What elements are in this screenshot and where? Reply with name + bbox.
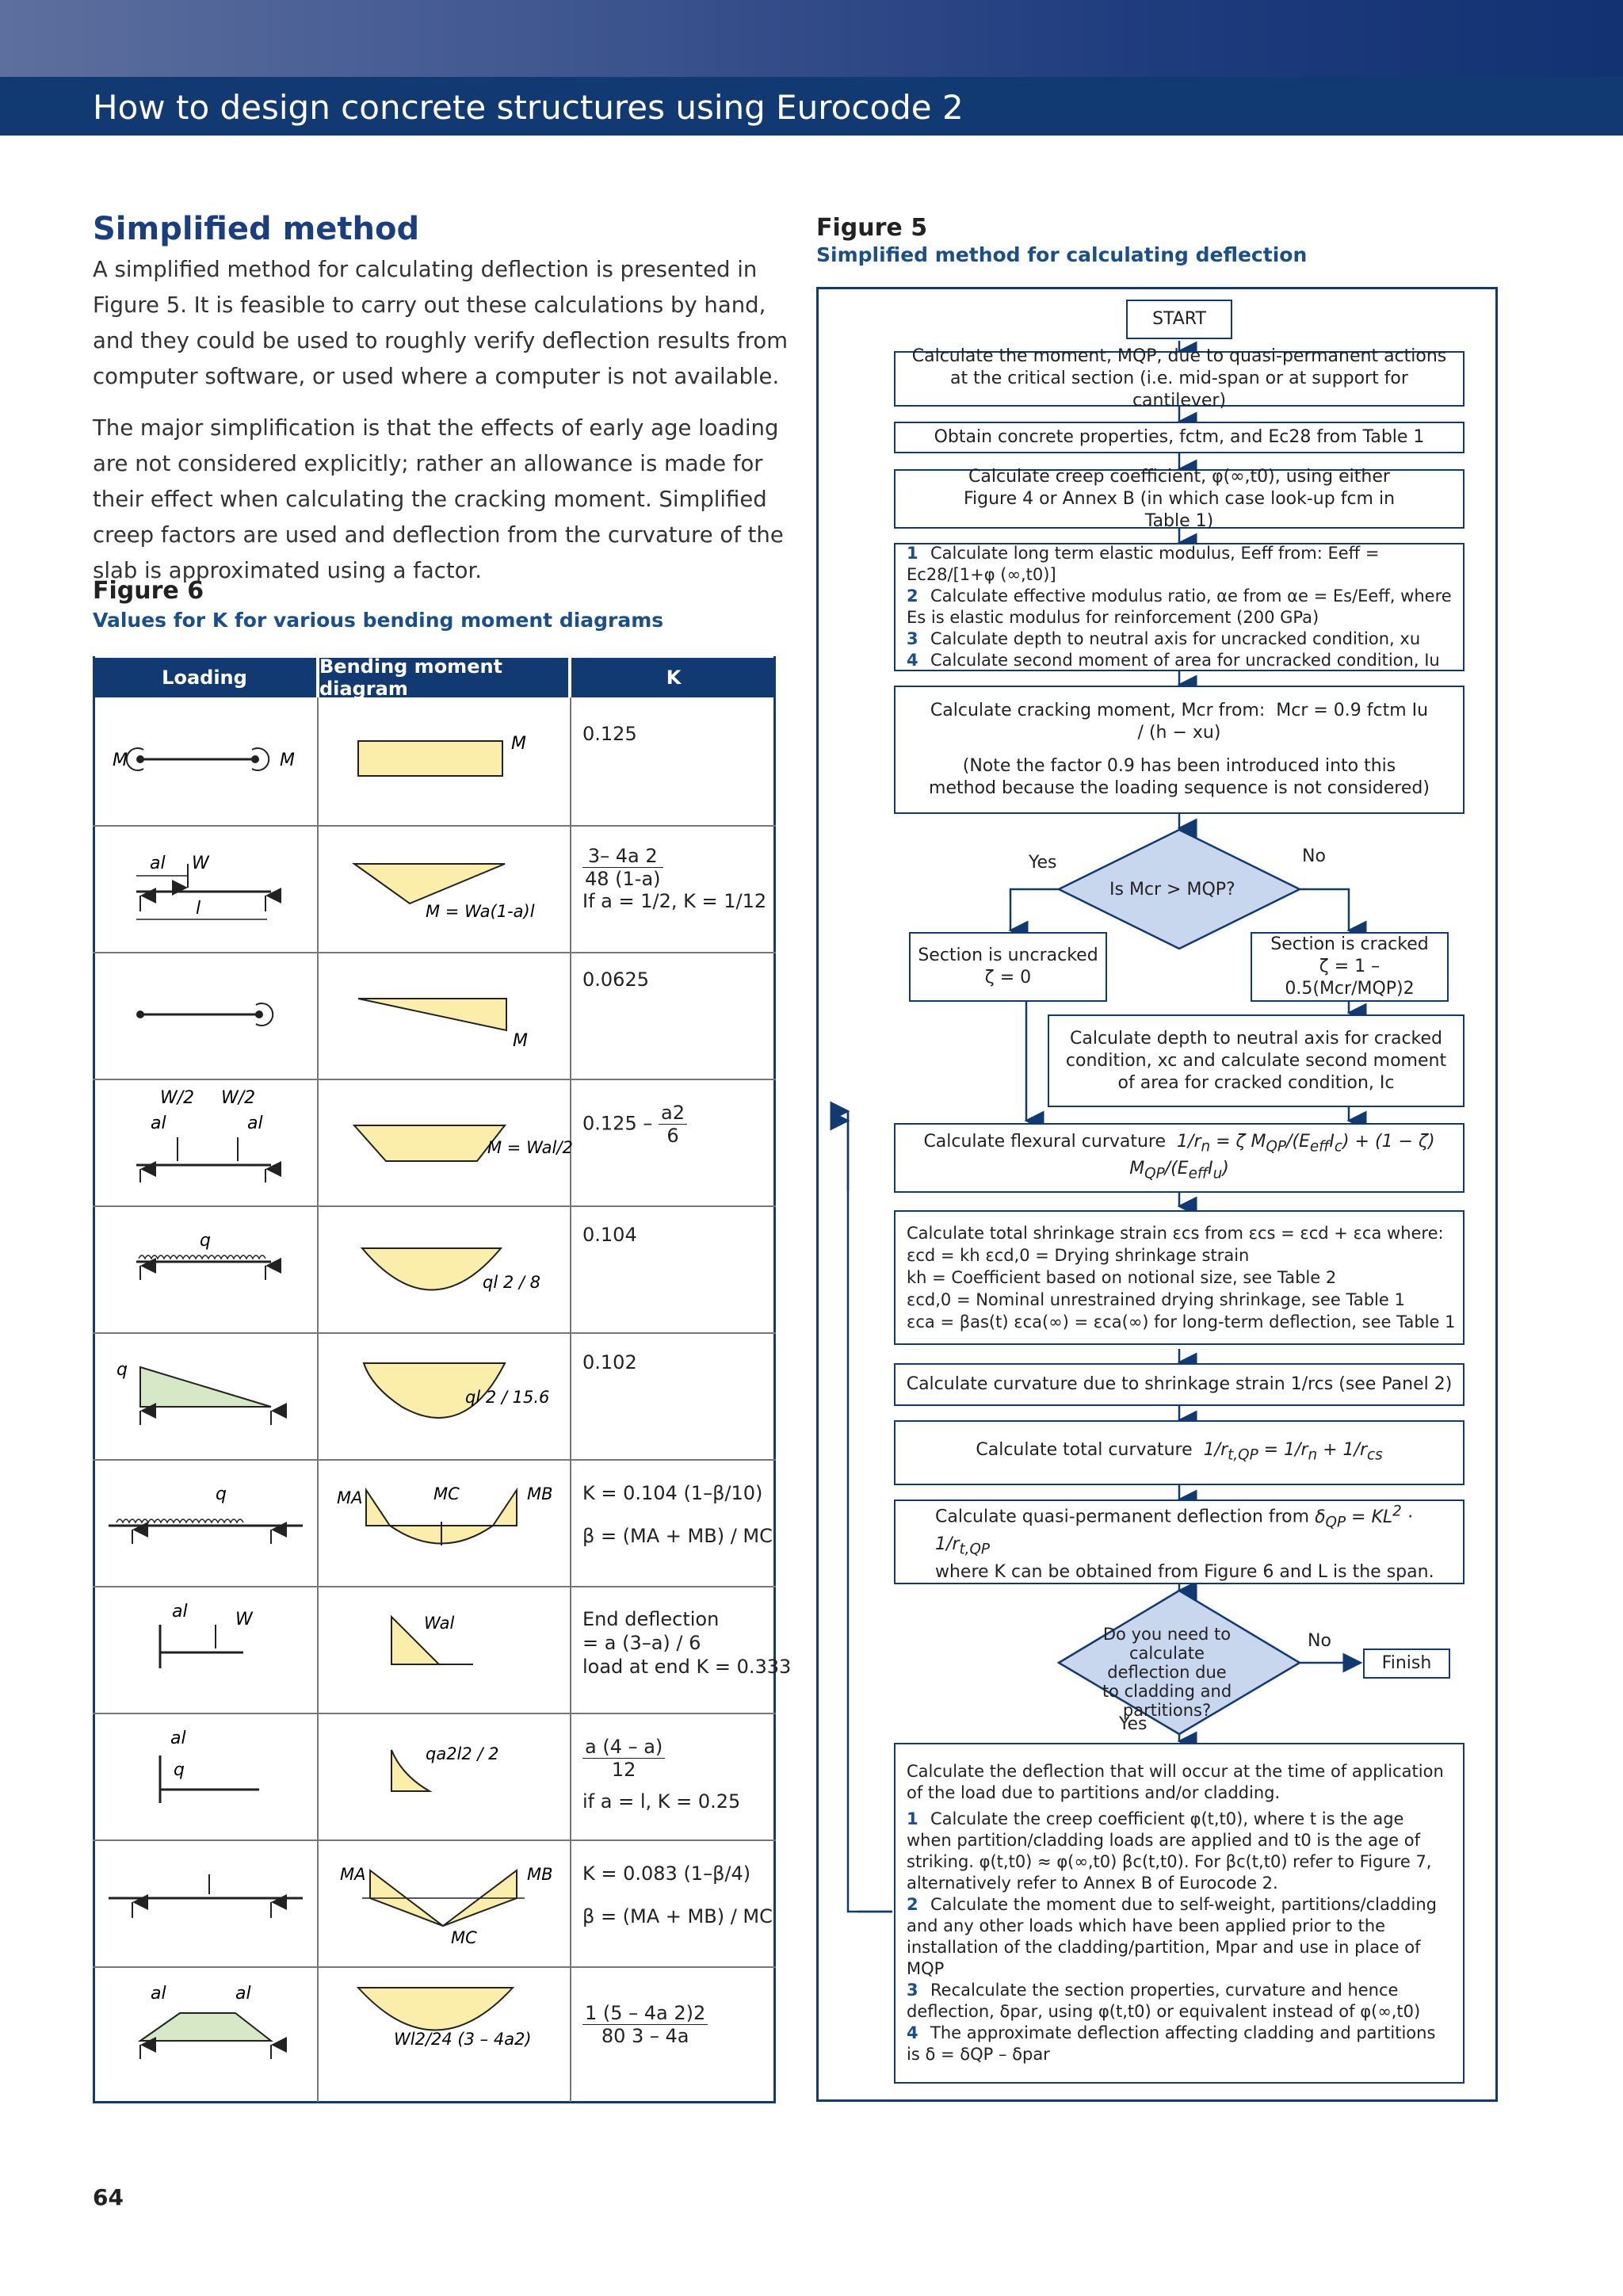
label-W: W [192, 854, 209, 873]
label-ql2-8: ql 2 / 8 [483, 1273, 540, 1292]
row11-bmd [358, 1988, 532, 2049]
k-row2-den: 48 (1-a) [585, 868, 661, 890]
k-row11-num: 1 (5 – 4a 2)2 [582, 2002, 708, 2025]
k-row8-l1: End deflection [582, 1608, 720, 1630]
figure5-label: Figure 5 [816, 214, 928, 242]
row2-bmd [354, 864, 535, 921]
k-row4-den: 6 [666, 1125, 679, 1147]
step-moment: Calculate the moment, MQP, due to quasi-permanent actions at the critical section (i.e. mid-span or at support for cantilever) [894, 351, 1465, 407]
col-loading: Loading [93, 658, 316, 697]
k-row10-text: K = 0.083 (1–β/4) [582, 1862, 751, 1885]
k-row8-l3: load at end K = 0.333 [582, 1656, 792, 1678]
uncracked-zeta: ζ = 0 [984, 968, 1032, 988]
label-al: al [151, 1984, 166, 2004]
label-al: al [247, 1114, 263, 1133]
row6-loading [116, 1360, 271, 1425]
step-properties: Obtain concrete properties, fctm, and Ec28 from Table 1 [894, 422, 1465, 453]
shrinkage-line: εcd = kh εcd,0 = Drying shrinkage strain [907, 1246, 1250, 1265]
shrinkage-line: εca = βas(t) εca(∞) = εca(∞) for long-term deflection, see Table 1 [907, 1312, 1456, 1331]
k-row4 [582, 1102, 687, 1147]
total-curvature-box [894, 1420, 1465, 1485]
k-row4-num: a2 [659, 1102, 687, 1125]
k-row9-if: if a = l, K = 0.25 [582, 1790, 741, 1813]
start-box: START [1126, 300, 1232, 339]
k-row7-text: K = 0.104 (1–β/10) [582, 1482, 763, 1504]
k-row9-den: 12 [611, 1759, 636, 1781]
shrinkage-box [894, 1210, 1465, 1345]
k-row10 [582, 1862, 773, 1927]
decision-text: Is Mcr > MQP? [1109, 880, 1235, 900]
decision2-text: Do you need to calculate deflection due to cladding and partitions? [1102, 1625, 1232, 1720]
section-heading: Simplified method [93, 211, 420, 247]
label-al: al [150, 854, 166, 873]
k-row2-num: 3– 4a 2 [582, 845, 663, 868]
k-row3: 0.0625 [582, 968, 649, 991]
k-row11 [582, 2002, 708, 2047]
no-label: No [1302, 846, 1326, 866]
k-row10-beta: β = (MA + MB) / MC [582, 1905, 773, 1927]
shrinkage-line: kh = Coefficient based on notional size, see Table 2 [907, 1268, 1337, 1287]
paragraph-1: A simplified method for calculating deflection is presented in Figure 5. It is feasible to carry out these calculations by hand, and they could be used to roughly verify deflection results from computer software, or used where a computer is not available. [93, 257, 789, 389]
label-Wal: Wal [424, 1614, 455, 1633]
label-ql2-156: ql 2 / 15.6 [465, 1388, 550, 1407]
step-cracking-moment [894, 686, 1465, 814]
k-row9 [582, 1736, 740, 1813]
label-MC: MC [433, 1484, 460, 1503]
label-MA: MA [337, 1488, 363, 1507]
label-al: al [151, 1114, 166, 1133]
k-row6: 0.102 [582, 1351, 637, 1373]
k-row8 [582, 1607, 791, 1679]
k-row5: 0.104 [582, 1224, 637, 1246]
k-row8-l2: = a (3–a) / 6 [582, 1632, 701, 1654]
final-step-1: 1 Calculate the creep coefficient φ(t,t0), where t is the age when partition/cladding loads are applied and t0 is the age of striking. φ(t,t0) ≈ φ(∞,t0) βc(t,t0). For βc(t,t0) refer to Figure 7, alternatively refer to Annex B of Eurocode 2. [907, 1809, 1432, 1893]
row1-bmd [358, 734, 526, 776]
shrinkage-line: εcd,0 = Nominal unrestrained drying shrinkage, see Table 1 [907, 1290, 1405, 1309]
yes-label: Yes [1029, 853, 1057, 873]
final-intro: Calculate the deflection that will occur at the time of application of the load due to partitions and/or cladding. [907, 1762, 1444, 1802]
label-M: M [513, 1031, 528, 1051]
label-MC: MC [451, 1928, 477, 1947]
list-step-3: 3 Calculate depth to neutral axis for uncracked condition, xu [907, 629, 1421, 648]
no-label-2: No [1308, 1631, 1331, 1651]
label-W2: W/2 [160, 1088, 195, 1108]
label-al: al [172, 1602, 188, 1622]
label-MB: MB [527, 1865, 553, 1884]
list-step-2: 2 Calculate effective modulus ratio, αe from αe = Es/Eeff, where Es is elastic modulus for reinforcement (200 GPa) [907, 586, 1452, 627]
row7-loading [109, 1484, 303, 1544]
step-numbered-list [894, 543, 1465, 671]
row6-bmd [364, 1363, 549, 1418]
row8-bmd [391, 1614, 473, 1664]
row10-loading [109, 1874, 303, 1918]
row5-loading [136, 1231, 271, 1280]
qp-deflection-box [894, 1499, 1465, 1584]
k-row9-num: a (4 – a) [582, 1736, 665, 1759]
label-l: l [196, 899, 201, 919]
col-bmd: Bending moment diagram [319, 658, 568, 697]
row9-bmd [391, 1744, 499, 1791]
label-q: q [216, 1484, 227, 1504]
list-step-4: 4 Calculate second moment of area for uncracked condition, Iu [907, 651, 1440, 670]
k-row2 [582, 845, 766, 912]
k-row11-den: 80 3 – 4a [601, 2025, 689, 2047]
row1-loading [113, 748, 295, 770]
label-qa2l2: qa2l2 / 2 [426, 1744, 499, 1763]
k-row7-beta: β = (MA + MB) / MC [582, 1525, 773, 1547]
figure5-title: Simplified method for calculating deflection [816, 243, 1308, 266]
label-W2: W/2 [221, 1088, 256, 1108]
uncracked-box [909, 932, 1107, 1002]
curvature-label: Calculate flexural curvature $1/r_n = \zeta$ $M_{QP}/(E_{eff}I_c) + (1 - \zeta)$ $M_{QP}/(E_{eff}I_u)$ [923, 1131, 1435, 1182]
shrinkage-title: Calculate total shrinkage strain εcs from εcs = εcd + εca where: [907, 1224, 1444, 1243]
label-al: al [170, 1729, 186, 1748]
row4-bmd [354, 1125, 573, 1161]
final-step-3: 3 Recalculate the section properties, curvature and hence deflection, δpar, using φ(t,t0) or equivalent instead of φ(∞,t0) [907, 1981, 1421, 2021]
cracked-calc-box: Calculate depth to neutral axis for cracked condition, xc and calculate second moment of area for cracked condition, Ic [1048, 1014, 1465, 1107]
header-band [0, 0, 1623, 77]
cracked-text: Section is cracked [1270, 934, 1429, 954]
k-row4-text: 0.125 – [582, 1112, 653, 1135]
finish-box: Finish [1363, 1648, 1450, 1679]
label-MWa: M = Wa(1-a)l [426, 902, 535, 921]
flexural-curvature-box [894, 1123, 1465, 1193]
row10-bmd [340, 1865, 553, 1947]
title-band [0, 77, 1623, 136]
page-number: 64 [93, 2184, 124, 2210]
shrink-curvature-box: Calculate curvature due to shrinkage strain 1/rcs (see Panel 2) [894, 1363, 1465, 1406]
row3-loading [136, 1003, 273, 1026]
label-Wal2: M = Wal/2 [487, 1138, 573, 1157]
label-Wl2: Wl2/24 (3 – 4a2) [394, 2030, 532, 2049]
label-q: q [116, 1360, 128, 1380]
label-M: M [280, 751, 295, 770]
k-row2-if: If a = 1/2, K = 1/12 [582, 890, 767, 912]
paragraph-2: The major simplification is that the effects of early age loading are not considered explicitly; rather an allowance is made for their effect when calculating the cracking moment. Simplified creep factors are used and deflection from the curvature of the slab is approximated using a factor. [93, 415, 784, 583]
qp-deflection-label: Calculate quasi-permanent deflection from $\delta_{QP} = KL^2 \cdot 1/r_{t,QP}$ [935, 1503, 1413, 1558]
figure6-title: Values for K for various bending moment diagrams [93, 609, 664, 632]
cracking-formula: Mcr = 0.9 fctm Iu / (h − xu) [1137, 701, 1429, 743]
list-step-1: 1 Calculate long term elastic modulus, Eeff from: Eeff = Ec28/[1+φ (∞,t0)] [907, 544, 1380, 584]
cracking-note: (Note the factor 0.9 has been introduced into this method because the loading sequence is not considered) [929, 756, 1430, 798]
k-row1: 0.125 [582, 723, 637, 745]
partition-deflection-box [894, 1743, 1465, 2084]
row9-loading [160, 1729, 259, 1803]
final-step-4: 4 The approximate deflection affecting cladding and partitions is δ = δQP – δpar [907, 2023, 1436, 2064]
label-MA: MA [340, 1865, 366, 1884]
label-M: M [511, 734, 526, 754]
row3-bmd [358, 999, 528, 1051]
k-row7 [582, 1482, 773, 1547]
label-M: M [113, 751, 128, 770]
row2-loading [136, 854, 271, 919]
row4-loading [136, 1088, 271, 1182]
step-creep: Calculate creep coefficient, φ(∞,t0), using either Figure 4 or Annex B (in which case look-up fcm in Table 1) [894, 469, 1465, 529]
cracked-zeta: ζ = 1 – 0.5(Mcr/MQP)2 [1285, 957, 1415, 999]
figure6-label: Figure 6 [93, 577, 204, 605]
label-q: q [174, 1760, 185, 1780]
row7-bmd [337, 1484, 553, 1545]
row11-loading [140, 1984, 271, 2059]
label-al: al [235, 1984, 251, 2004]
cracked-box [1251, 932, 1449, 1002]
cracking-label: Calculate cracking moment, Mcr from: Mcr = 0.9 fctm Iu / (h − xu) [930, 701, 1429, 743]
qp-deflection-note: where K can be obtained from Figure 6 and L is the span. [935, 1561, 1434, 1582]
label-q: q [200, 1231, 211, 1251]
final-step-2: 2 Calculate the moment due to self-weight, partitions/cladding and any other loads which have been applied prior to the installation of the cladding/partition, Mpar and use in place of MQP [907, 1895, 1437, 1978]
label-W: W [235, 1610, 253, 1629]
document-title: How to design concrete structures using Eurocode 2 [93, 88, 964, 127]
row8-loading [160, 1602, 254, 1668]
uncracked-text: Section is uncracked [918, 946, 1098, 965]
total-curvature-label: Calculate total curvature $1/r_{t,QP} = 1/r_n + 1/r_{cs}$ [976, 1439, 1383, 1464]
yes-label-2: Yes [1119, 1714, 1148, 1734]
row5-bmd [362, 1248, 540, 1292]
label-MB: MB [527, 1484, 553, 1503]
col-k: K [571, 658, 776, 697]
